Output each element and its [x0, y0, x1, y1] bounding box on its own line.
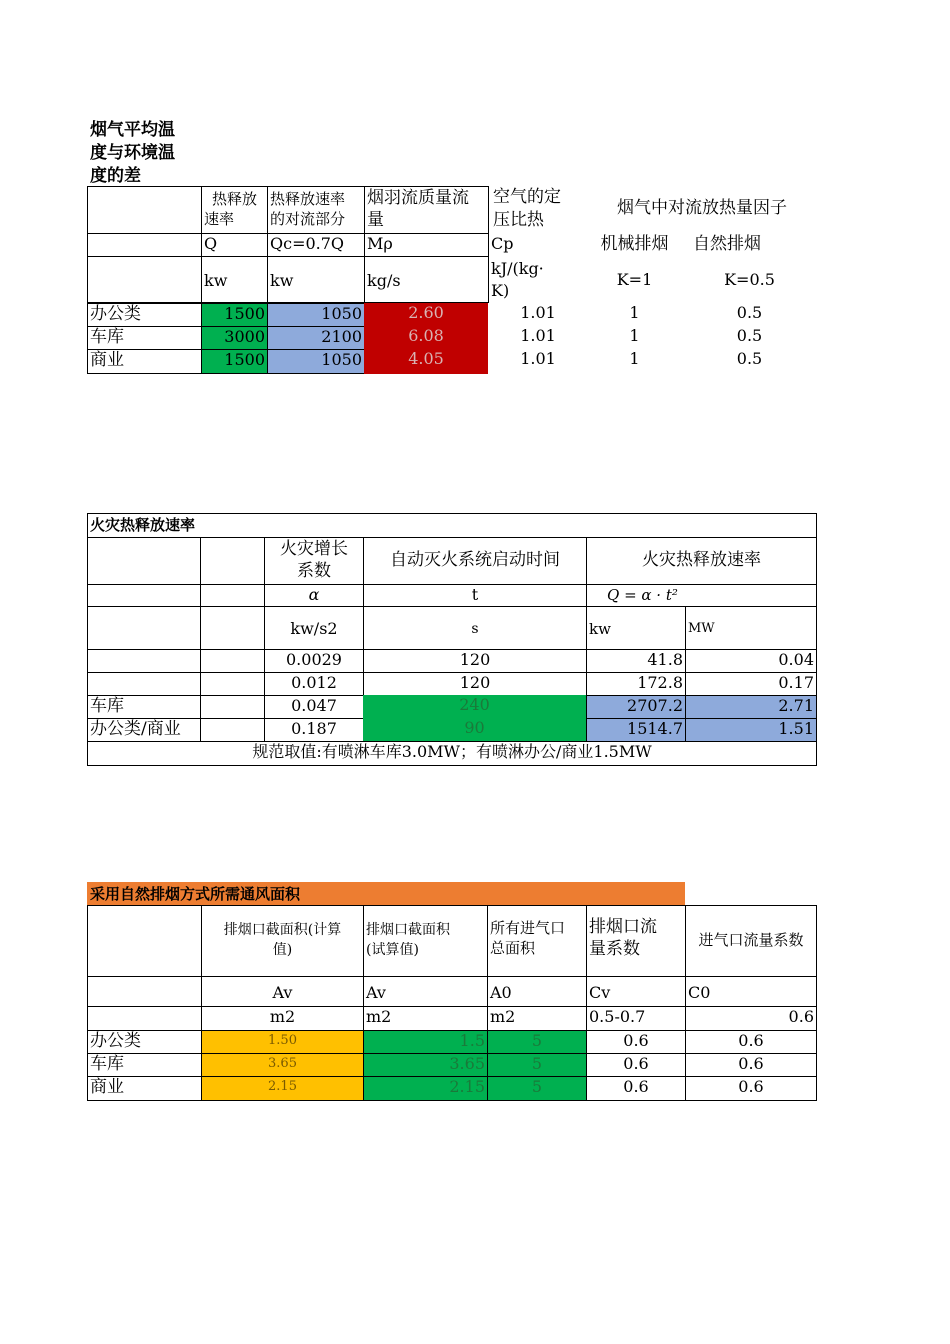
s1-sym-cp: Cp [491, 234, 514, 253]
cell-qc: 1050 [267, 303, 365, 327]
s3-sym-av-trial: Av [363, 976, 488, 1007]
cell-cp: 1.01 [520, 303, 556, 322]
s2-unit-kw: kw [586, 606, 686, 650]
cell-cv: 0.6 [586, 1030, 686, 1054]
s2-header-rate: 火灾热释放速率 [586, 537, 817, 585]
cell-q: 3000 [201, 326, 268, 350]
s2-blank-b [200, 584, 265, 607]
s3-sym-cv: Cv [586, 976, 686, 1007]
section2-table [87, 513, 817, 766]
table-row [87, 649, 817, 673]
s3-unit-av-trial: m2 [363, 1006, 488, 1031]
section1-title: 烟气平均温 度与环境温 度的差 [90, 120, 175, 186]
s1-header-factor: 烟气中对流放热量因子 [617, 198, 787, 218]
cell-a0: 5 [487, 1030, 587, 1054]
row-label: 办公类/商业 [87, 718, 201, 742]
row-label: 商业 [87, 1076, 202, 1101]
cell-qc: 2100 [267, 326, 365, 350]
table-row [87, 303, 817, 327]
s2-unit-t: s [363, 606, 587, 650]
section2-title: 火灾热释放速率 [87, 513, 817, 538]
s3-unit-c0: 0.6 [685, 1006, 817, 1031]
s3-header-cv: 排烟口流 量系数 [586, 905, 686, 977]
s1-sym-qc: Qc=0.7Q [267, 233, 365, 257]
s1-header-plume: 烟羽流质量流 量 [364, 186, 489, 234]
section1-table [87, 186, 817, 374]
table-row [87, 326, 817, 350]
s3-header-av-trial: 排烟口截面积 (试算值) [363, 905, 488, 977]
s1-header-cp: 空气的定 压比热 [493, 187, 561, 230]
cell-c0: 0.6 [685, 1053, 817, 1077]
row-label: 办公类 [87, 303, 202, 327]
s1-blank-header [87, 186, 202, 234]
cell-mw: 2.71 [685, 695, 817, 719]
cell-m: 4.05 [364, 349, 488, 374]
s2-blank-b [200, 672, 265, 696]
cell-cv: 0.6 [586, 1053, 686, 1077]
cell-kw: 1514.7 [586, 718, 686, 742]
table-row [87, 1053, 817, 1077]
cell-kw: 2707.2 [586, 695, 686, 719]
cell-m: 6.08 [364, 326, 488, 350]
table-row [87, 349, 817, 374]
s2-blank-b [200, 718, 265, 742]
table-row [87, 718, 817, 742]
cell-k2: 0.5 [736, 303, 763, 322]
s2-blank-b [200, 649, 265, 673]
s1-sym-q: Q [201, 233, 268, 257]
cell-mw: 0.17 [685, 672, 817, 696]
cell-m: 2.60 [364, 303, 488, 327]
s1-sym-m: Mρ [364, 233, 489, 257]
s1-unit-k1: K=1 [616, 270, 653, 289]
cell-alpha: 0.012 [264, 672, 364, 696]
s2-blank-a [87, 584, 201, 607]
s3-header-av-calc: 排烟口截面积(计算 值) [201, 905, 364, 977]
cell-cp: 1.01 [520, 349, 556, 368]
table-row [87, 672, 817, 696]
row-label: 车库 [87, 695, 201, 719]
cell-cp: 1.01 [520, 326, 556, 345]
s2-sym-alpha: α [264, 584, 364, 607]
cell-av-trial: 3.65 [363, 1053, 488, 1077]
s3-blank-symbol [87, 976, 202, 1007]
s1-unit-k2: K=0.5 [724, 270, 775, 289]
row-label: 车库 [87, 326, 202, 350]
section3-title: 采用自然排烟方式所需通风面积 [87, 882, 685, 906]
cell-alpha: 0.0029 [264, 649, 364, 673]
s3-sym-a0: A0 [487, 976, 587, 1007]
s3-blank-unit [87, 1006, 202, 1031]
cell-av-calc: 1.50 [201, 1030, 364, 1054]
s1-unit-q: kw [201, 256, 268, 303]
s2-note: 规范取值:有喷淋车库3.0MW；有喷淋办公/商业1.5MW [87, 741, 817, 766]
s1-header-convective: 热释放速率 的对流部分 [267, 186, 365, 234]
cell-a0: 5 [487, 1076, 587, 1101]
row-label: 车库 [87, 1053, 202, 1077]
cell-k2: 0.5 [736, 326, 763, 345]
cell-k1: 1 [629, 349, 640, 368]
cell-k1: 1 [629, 326, 640, 345]
s1-unit-qc: kw [267, 256, 365, 303]
cell-t: 240 [363, 695, 586, 719]
s3-unit-cv: 0.5-0.7 [586, 1006, 686, 1031]
table-row [87, 695, 817, 719]
cell-av-calc: 3.65 [201, 1053, 364, 1077]
row-label: 办公类 [87, 1030, 202, 1054]
cell-k1: 1 [629, 303, 640, 322]
s3-sym-c0: C0 [685, 976, 817, 1007]
row-label [87, 649, 201, 673]
cell-alpha: 0.047 [264, 695, 364, 719]
cell-mw: 1.51 [685, 718, 817, 742]
cell-q: 1500 [201, 349, 268, 374]
cell-cv: 0.6 [586, 1076, 686, 1101]
s1-sym-mech: 机械排烟 [600, 234, 669, 254]
s2-header-alpha: 火灾增长 系数 [264, 537, 364, 585]
s2-sym-t: t [363, 584, 587, 607]
s1-unit-m: kg/s [364, 256, 489, 303]
cell-qc: 1050 [267, 349, 365, 374]
s3-unit-av-calc: m2 [201, 1006, 364, 1031]
table-row [87, 1076, 817, 1101]
cell-kw: 172.8 [586, 672, 686, 696]
s1-header-heat-release: 热释放 速率 [201, 186, 268, 234]
cell-av-trial: 2.15 [363, 1076, 488, 1101]
cell-c0: 0.6 [685, 1030, 817, 1054]
cell-t: 120 [363, 672, 587, 696]
s3-header-c0: 进气口流量系数 [685, 905, 817, 977]
s3-header-a0: 所有进气口 总面积 [487, 905, 587, 977]
cell-alpha: 0.187 [264, 718, 364, 742]
cell-c0: 0.6 [685, 1076, 817, 1101]
cell-mw: 0.04 [685, 649, 817, 673]
cell-q: 1500 [201, 303, 268, 327]
s1-blank-symbol [87, 233, 202, 257]
s1-sym-natural: 自然排烟 [693, 234, 761, 254]
s2-blank-a [87, 537, 201, 585]
cell-av-calc: 2.15 [201, 1076, 364, 1101]
s2-header-time: 自动灭火系统启动时间 [363, 537, 587, 585]
cell-av-trial: 1.5 [363, 1030, 488, 1054]
s2-blank-b [200, 606, 265, 650]
section3-table [87, 905, 817, 1101]
s1-unit-cp: kJ/(kg· K) [491, 259, 544, 300]
s1-data-rows [87, 303, 817, 374]
s2-blank-b [200, 537, 265, 585]
row-label: 商业 [87, 349, 202, 374]
s2-unit-alpha: kw/s2 [264, 606, 364, 650]
cell-k2: 0.5 [736, 349, 763, 368]
s3-sym-av-calc: Av [201, 976, 364, 1007]
cell-t: 120 [363, 649, 587, 673]
s2-blank-a [87, 606, 201, 650]
s2-sym-formula: Q = α · t² [586, 584, 817, 607]
s3-blank-header [87, 905, 202, 977]
table-row [87, 1030, 817, 1054]
s2-unit-mw: MW [685, 606, 817, 650]
s2-blank-b [200, 695, 265, 719]
s3-unit-a0: m2 [487, 1006, 587, 1031]
row-label [87, 672, 201, 696]
s1-blank-unit [87, 256, 202, 303]
cell-a0: 5 [487, 1053, 587, 1077]
cell-t: 90 [363, 718, 586, 742]
cell-kw: 41.8 [586, 649, 686, 673]
